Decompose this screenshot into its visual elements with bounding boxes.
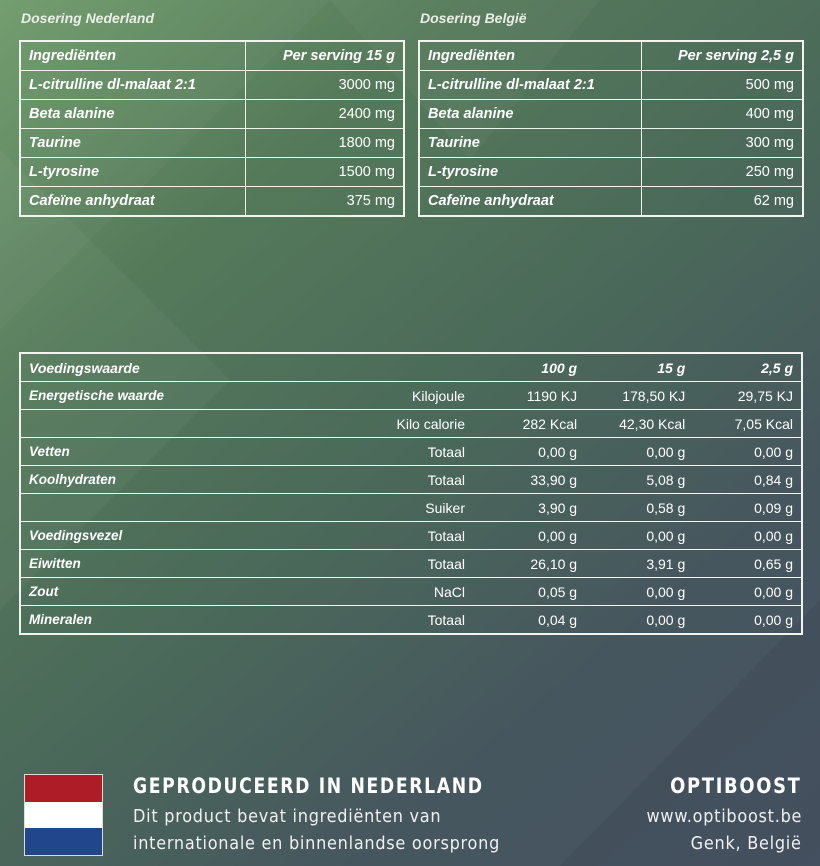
table-row — [20, 382, 802, 410]
table-row — [20, 494, 802, 522]
table-header-row — [419, 41, 803, 71]
table-row — [419, 187, 803, 217]
nutrient-sublabel: Totaal — [254, 606, 473, 635]
ingredient-name: Taurine — [419, 129, 642, 158]
ingredient-name: Cafeïne anhydraat — [419, 187, 642, 217]
ingredient-name: Beta alanine — [419, 100, 642, 129]
column-header: Ingrediënten — [419, 41, 642, 71]
value-100g: 0,05 g — [473, 578, 585, 606]
value-2-5g: 0,84 g — [693, 466, 802, 494]
flag-stripe-white — [25, 802, 102, 829]
nutrient-label: Energetische waarde — [20, 382, 254, 410]
value-100g: 282 Kcal — [473, 410, 585, 438]
value-2-5g: 7,05 Kcal — [693, 410, 802, 438]
flag-stripe-blue — [25, 828, 102, 855]
table-row — [20, 187, 404, 217]
ingredient-name: L-tyrosine — [419, 158, 642, 187]
ingredient-amount: 1800 mg — [246, 129, 405, 158]
table-row — [419, 71, 803, 100]
table-row — [20, 71, 404, 100]
column-header: 100 g — [473, 353, 585, 382]
ingredient-name: L-tyrosine — [20, 158, 246, 187]
value-2-5g: 0,65 g — [693, 550, 802, 578]
value-15g: 0,00 g — [585, 578, 693, 606]
table-row — [20, 522, 802, 550]
value-2-5g: 0,09 g — [693, 494, 802, 522]
origin-text-line-1: Dit product bevat ingrediënten van — [133, 807, 442, 827]
value-15g: 0,00 g — [585, 438, 693, 466]
nutrient-label: Voedingsvezel — [20, 522, 254, 550]
table-row — [419, 100, 803, 129]
nutrient-label: Koolhydraten — [20, 466, 254, 494]
column-header: 15 g — [585, 353, 693, 382]
ingredient-name: Taurine — [20, 129, 246, 158]
value-100g: 0,00 g — [473, 522, 585, 550]
nutrient-label: Mineralen — [20, 606, 254, 635]
ingredient-name: Beta alanine — [20, 100, 246, 129]
nutrient-label: Eiwitten — [20, 550, 254, 578]
table-row — [20, 550, 802, 578]
nutrient-sublabel: Totaal — [254, 522, 473, 550]
value-100g: 0,04 g — [473, 606, 585, 635]
ingredient-amount: 500 mg — [642, 71, 803, 100]
value-100g: 0,00 g — [473, 438, 585, 466]
voedingswaarde-table — [19, 352, 803, 635]
value-2-5g: 0,00 g — [693, 438, 802, 466]
column-header — [254, 353, 473, 382]
table-row — [20, 158, 404, 187]
nutrient-label: Vetten — [20, 438, 254, 466]
value-2-5g: 29,75 KJ — [693, 382, 802, 410]
column-header: Per serving 15 g — [246, 41, 405, 71]
table-row — [20, 578, 802, 606]
netherlands-flag-icon — [24, 774, 103, 856]
dosering-be-title: Dosering België — [420, 10, 527, 26]
brand-name: OPTIBOOST — [670, 774, 802, 798]
column-header: Per serving 2,5 g — [642, 41, 803, 71]
brand-website: www.optiboost.be — [646, 807, 802, 827]
dosering-be-table — [418, 40, 804, 217]
nutrient-sublabel: Suiker — [254, 494, 473, 522]
value-15g: 0,58 g — [585, 494, 693, 522]
table-row — [20, 438, 802, 466]
ingredient-amount: 250 mg — [642, 158, 803, 187]
origin-text-line-2: internationale en binnenlandse oorsprong — [133, 834, 501, 854]
table-header-row — [20, 41, 404, 71]
brand-location: Genk, België — [690, 834, 802, 854]
ingredient-name: L-citrulline dl-malaat 2:1 — [419, 71, 642, 100]
dosering-nl-title: Dosering Nederland — [21, 10, 155, 26]
nutrient-label — [20, 410, 254, 438]
ingredient-amount: 3000 mg — [246, 71, 405, 100]
nutrient-sublabel: NaCl — [254, 578, 473, 606]
ingredient-amount: 1500 mg — [246, 158, 405, 187]
value-2-5g: 0,00 g — [693, 578, 802, 606]
value-15g: 42,30 Kcal — [585, 410, 693, 438]
table-row — [20, 129, 404, 158]
nutrient-sublabel: Kilojoule — [254, 382, 473, 410]
column-header: 2,5 g — [693, 353, 802, 382]
table-row — [20, 410, 802, 438]
value-100g: 26,10 g — [473, 550, 585, 578]
nutrient-sublabel: Totaal — [254, 466, 473, 494]
origin-title: GEPRODUCEERD IN NEDERLAND — [133, 774, 484, 798]
value-15g: 0,00 g — [585, 606, 693, 635]
table-row — [20, 466, 802, 494]
value-15g: 178,50 KJ — [585, 382, 693, 410]
ingredient-name: Cafeïne anhydraat — [20, 187, 246, 217]
dosering-nl-table — [19, 40, 405, 217]
table-row — [20, 606, 802, 635]
value-15g: 5,08 g — [585, 466, 693, 494]
flag-stripe-red — [25, 775, 102, 802]
nutrient-sublabel: Totaal — [254, 438, 473, 466]
value-2-5g: 0,00 g — [693, 522, 802, 550]
nutrient-sublabel: Kilo calorie — [254, 410, 473, 438]
table-row — [20, 100, 404, 129]
value-100g: 1190 KJ — [473, 382, 585, 410]
value-2-5g: 0,00 g — [693, 606, 802, 635]
value-100g: 33,90 g — [473, 466, 585, 494]
ingredient-amount: 400 mg — [642, 100, 803, 129]
ingredient-amount: 300 mg — [642, 129, 803, 158]
ingredient-name: L-citrulline dl-malaat 2:1 — [20, 71, 246, 100]
ingredient-amount: 2400 mg — [246, 100, 405, 129]
column-header: Voedingswaarde — [20, 353, 254, 382]
ingredient-amount: 375 mg — [246, 187, 405, 217]
nutrient-label — [20, 494, 254, 522]
value-15g: 3,91 g — [585, 550, 693, 578]
table-row — [419, 158, 803, 187]
nutrient-label: Zout — [20, 578, 254, 606]
table-row — [419, 129, 803, 158]
ingredient-amount: 62 mg — [642, 187, 803, 217]
value-15g: 0,00 g — [585, 522, 693, 550]
table-header-row — [20, 353, 802, 382]
column-header: Ingrediënten — [20, 41, 246, 71]
nutrient-sublabel: Totaal — [254, 550, 473, 578]
value-100g: 3,90 g — [473, 494, 585, 522]
